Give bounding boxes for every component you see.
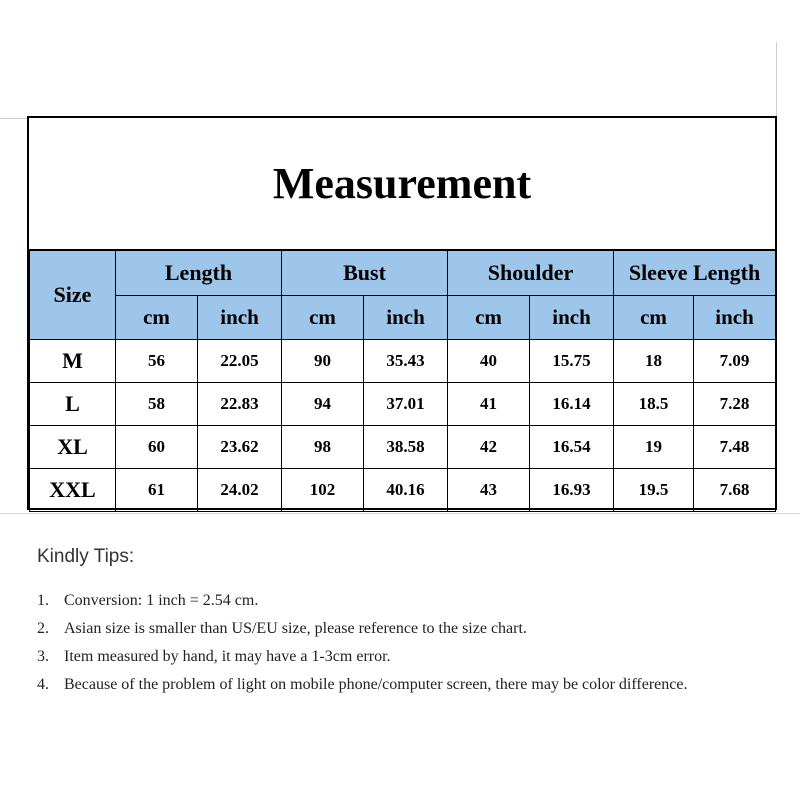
unit-header: cm [448, 296, 530, 340]
table-row [30, 383, 776, 426]
kindly-tips [37, 546, 777, 701]
group-header-sleeve-length: Sleeve Length [614, 251, 776, 296]
table-cell: 7.48 [694, 426, 776, 469]
tip-text: Because of the problem of light on mobile phone/computer screen, there may be color difference. [64, 676, 688, 693]
table-cell: 38.58 [364, 426, 448, 469]
chart-title: Measurement [29, 118, 775, 250]
table-cell: 19.5 [614, 469, 694, 512]
table-row [30, 426, 776, 469]
table-cell: 16.54 [530, 426, 614, 469]
table-cell: 7.68 [694, 469, 776, 512]
table-cell: 15.75 [530, 340, 614, 383]
table-cell: 23.62 [198, 426, 282, 469]
table-cell: 56 [116, 340, 198, 383]
tips-title: Kindly Tips: [37, 546, 135, 567]
unit-header-row [30, 296, 776, 340]
table-cell: 18.5 [614, 383, 694, 426]
table-row [30, 340, 776, 383]
tips-list [37, 589, 777, 697]
table-cell: 40 [448, 340, 530, 383]
list-item [37, 673, 777, 697]
table-cell: 22.05 [198, 340, 282, 383]
table-cell: 22.83 [198, 383, 282, 426]
size-label: M [30, 340, 116, 383]
size-label: XXL [30, 469, 116, 512]
group-header-row [30, 251, 776, 296]
table-cell: 98 [282, 426, 364, 469]
table-cell: 41 [448, 383, 530, 426]
table-cell: 42 [448, 426, 530, 469]
table-cell: 90 [282, 340, 364, 383]
table-cell: 18 [614, 340, 694, 383]
size-label: XL [30, 426, 116, 469]
table-row [30, 469, 776, 512]
table-cell: 24.02 [198, 469, 282, 512]
unit-header: inch [198, 296, 282, 340]
group-header-shoulder: Shoulder [448, 251, 614, 296]
tip-number: 4. [37, 676, 49, 693]
guide-line-left [0, 118, 28, 119]
size-label: L [30, 383, 116, 426]
table-cell: 16.93 [530, 469, 614, 512]
table-cell: 37.01 [364, 383, 448, 426]
unit-header: cm [614, 296, 694, 340]
table-cell: 16.14 [530, 383, 614, 426]
tip-text: Item measured by hand, it may have a 1-3cm error. [64, 648, 391, 665]
table-cell: 19 [614, 426, 694, 469]
table-cell: 43 [448, 469, 530, 512]
unit-header: cm [282, 296, 364, 340]
guide-line-bottom [0, 513, 800, 514]
list-item [37, 645, 777, 669]
table-cell: 102 [282, 469, 364, 512]
tip-number: 2. [37, 620, 49, 637]
size-table [29, 250, 776, 512]
guide-line-vertical [776, 42, 777, 120]
unit-header: inch [364, 296, 448, 340]
tip-number: 1. [37, 592, 49, 609]
table-cell: 7.28 [694, 383, 776, 426]
group-header-bust: Bust [282, 251, 448, 296]
unit-header: cm [116, 296, 198, 340]
table-cell: 40.16 [364, 469, 448, 512]
group-header-length: Length [116, 251, 282, 296]
size-header: Size [30, 251, 116, 340]
list-item [37, 617, 777, 641]
size-chart [27, 116, 777, 510]
table-cell: 7.09 [694, 340, 776, 383]
list-item [37, 589, 777, 613]
table-cell: 94 [282, 383, 364, 426]
table-cell: 61 [116, 469, 198, 512]
table-cell: 58 [116, 383, 198, 426]
unit-header: inch [694, 296, 776, 340]
tip-text: Asian size is smaller than US/EU size, please reference to the size chart. [64, 620, 527, 637]
tip-number: 3. [37, 648, 49, 665]
tip-text: Conversion: 1 inch = 2.54 cm. [64, 592, 259, 609]
table-cell: 35.43 [364, 340, 448, 383]
table-cell: 60 [116, 426, 198, 469]
unit-header: inch [530, 296, 614, 340]
